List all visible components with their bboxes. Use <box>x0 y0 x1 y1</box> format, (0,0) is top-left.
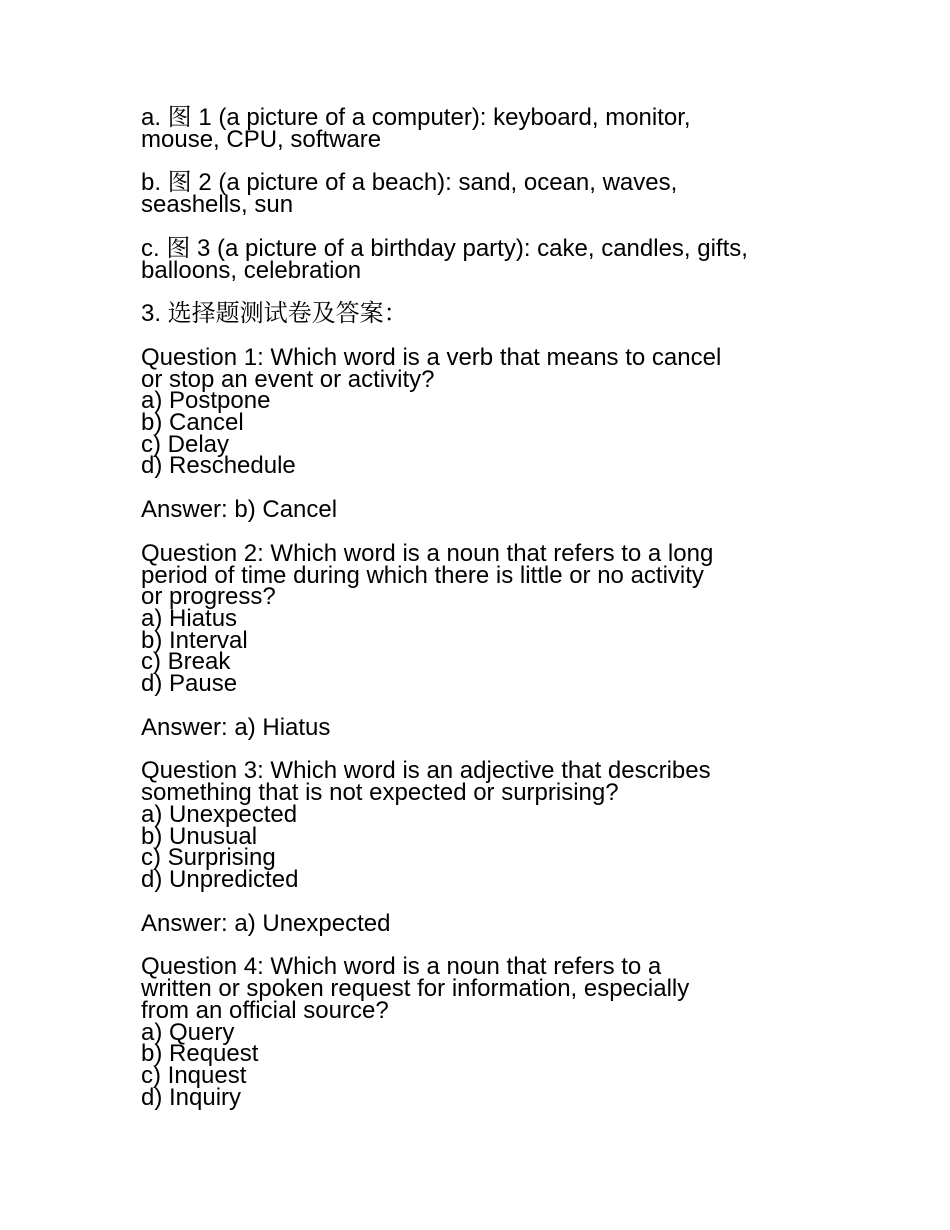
picture-item-1 <box>141 104 821 153</box>
question-text-line: written or spoken request for information, especially <box>141 975 690 1003</box>
answer-option: a) Hiatus <box>141 604 238 632</box>
document-page <box>141 104 821 1130</box>
answer-option: b) Interval <box>141 626 248 654</box>
picture-item-3 <box>141 234 821 284</box>
answer-option: c) Delay <box>141 430 230 458</box>
question-text-line: Question 2: Which word is a noun that refers to a long <box>141 539 714 567</box>
answer-option: d) Inquiry <box>141 1083 242 1111</box>
question-4 <box>141 953 821 1111</box>
answer-2 <box>141 713 821 741</box>
question-text-line: something that is not expected or surprising? <box>141 779 619 807</box>
question-text-line: or stop an event or activity? <box>141 365 435 393</box>
answer-option: b) Cancel <box>141 409 244 437</box>
section-heading-text: 3. 选择题测试卷及答案： <box>141 300 408 328</box>
picture-item-2 <box>141 169 821 219</box>
answer-option: a) Query <box>141 1018 235 1046</box>
question-text-line: or progress? <box>141 583 276 611</box>
question-1 <box>141 343 821 480</box>
answer-option: c) Inquest <box>141 1061 247 1089</box>
answer-1 <box>141 496 821 524</box>
picture-item-line: c. 图 3 (a picture of a birthday party): cake, candles, gifts, <box>141 234 748 262</box>
answer-option: d) Reschedule <box>141 452 296 480</box>
answer-text: Answer: a) Unexpected <box>141 909 391 937</box>
answer-option: b) Request <box>141 1040 259 1068</box>
question-text-line: from an official source? <box>141 996 389 1024</box>
picture-item-line: b. 图 2 (a picture of a beach): sand, ocean, waves, <box>141 169 678 197</box>
question-text-line: Question 4: Which word is a noun that refers to a <box>141 953 662 981</box>
answer-text: Answer: b) Cancel <box>141 496 338 524</box>
answer-option: a) Unexpected <box>141 800 298 828</box>
question-text-line: Question 3: Which word is an adjective that describes <box>141 757 711 785</box>
section-heading <box>141 300 821 328</box>
answer-option: b) Unusual <box>141 822 258 850</box>
answer-option: a) Postpone <box>141 387 271 415</box>
picture-item-line: a. 图 1 (a picture of a computer): keyboard, monitor, <box>141 104 691 131</box>
picture-item-line: mouse, CPU, software <box>141 125 382 153</box>
answer-option: d) Pause <box>141 670 238 698</box>
question-text-line: period of time during which there is little or no activity <box>141 561 704 589</box>
answer-option: d) Unpredicted <box>141 865 299 893</box>
answer-option: c) Surprising <box>141 844 276 872</box>
picture-item-line: balloons, celebration <box>141 256 362 284</box>
question-3 <box>141 757 821 893</box>
question-text-line: Question 1: Which word is a verb that means to cancel <box>141 343 722 371</box>
answer-text: Answer: a) Hiatus <box>141 713 331 741</box>
question-2 <box>141 539 821 698</box>
picture-item-line: seashells, sun <box>141 191 294 219</box>
answer-option: c) Break <box>141 648 231 676</box>
answer-3 <box>141 909 821 937</box>
